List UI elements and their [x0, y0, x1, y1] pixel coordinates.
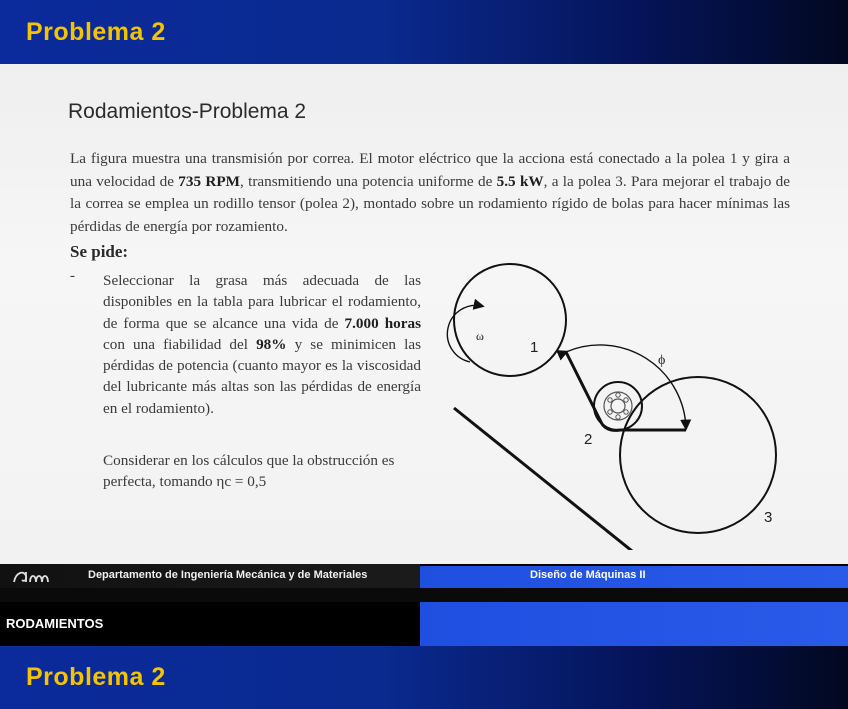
section-bar: [0, 602, 848, 646]
slide-content: [0, 64, 848, 564]
motor-power: 5.5 kW: [496, 172, 544, 190]
bullet-dash: -: [70, 268, 75, 284]
section-label: RODAMIENTOS: [6, 616, 104, 631]
top-title-bar: [0, 0, 848, 64]
separator-band: [0, 588, 848, 602]
life-hours: 7.000 horas: [344, 314, 421, 332]
belt: [454, 352, 686, 550]
pulley-2-label: 2: [584, 431, 593, 448]
task-bullet: [103, 270, 421, 419]
calculation-note: Considerar en los cálculos que la obstrucción es perfecta, tomando ηc = 0,5: [103, 452, 395, 491]
department-name: Departamento de Ingeniería Mecánica y de Materiales: [88, 569, 368, 581]
section-bar-blue: [420, 602, 848, 646]
motor-speed: 735 RPM: [178, 172, 240, 190]
phi-label: ϕ: [658, 353, 666, 368]
belt-drive-figure: [430, 260, 810, 550]
pulley-3-label: 3: [764, 509, 773, 526]
pulley-1-label: 1: [530, 339, 539, 356]
pulley-1: [454, 264, 566, 376]
slide-heading: Rodamientos-Problema 2: [68, 100, 307, 123]
statement-part-1: La figura muestra una transmisión por correa. El motor eléctrico que la acciona está conectado a la polea 1 y gira a una velocidad de: [70, 150, 790, 190]
pulley-3: [620, 377, 776, 533]
bullet-part-2: con una fiabilidad del: [103, 335, 257, 353]
bottom-title-bar: [0, 646, 848, 709]
slide-title: Problema 2: [26, 18, 166, 46]
slide-footer: [0, 564, 848, 588]
reliability-value: 98%: [256, 335, 287, 353]
bottom-title: Problema 2: [26, 663, 166, 691]
omega-label: ω: [476, 329, 484, 343]
problem-statement: [70, 148, 790, 238]
department-logo-icon: [12, 566, 52, 586]
statement-part-2: , transmitiendo una potencia uniforme de: [239, 172, 497, 190]
course-name: Diseño de Máquinas II: [530, 569, 646, 581]
statement-part-3: , a la polea 3. Para mejorar el trabajo de la correa se emplea un rodillo tensor (polea 2), montado sobre un rodamiento rígido de bolas para hacer mínimas las pérdidas de energía por rozamiento.: [70, 172, 790, 235]
se-pide-heading: Se pide:: [70, 242, 129, 261]
bullet-part-3: y se minimicen las pérdidas de potencia (cuanto mayor es la viscosidad del lubricante más altas son las pérdidas de energía en el rodamiento).: [103, 335, 421, 417]
bullet-part-1: Seleccionar la grasa más adecuada de las disponibles en la tabla para lubricar el rodamiento, de forma que se alcance una vida de: [103, 272, 421, 332]
